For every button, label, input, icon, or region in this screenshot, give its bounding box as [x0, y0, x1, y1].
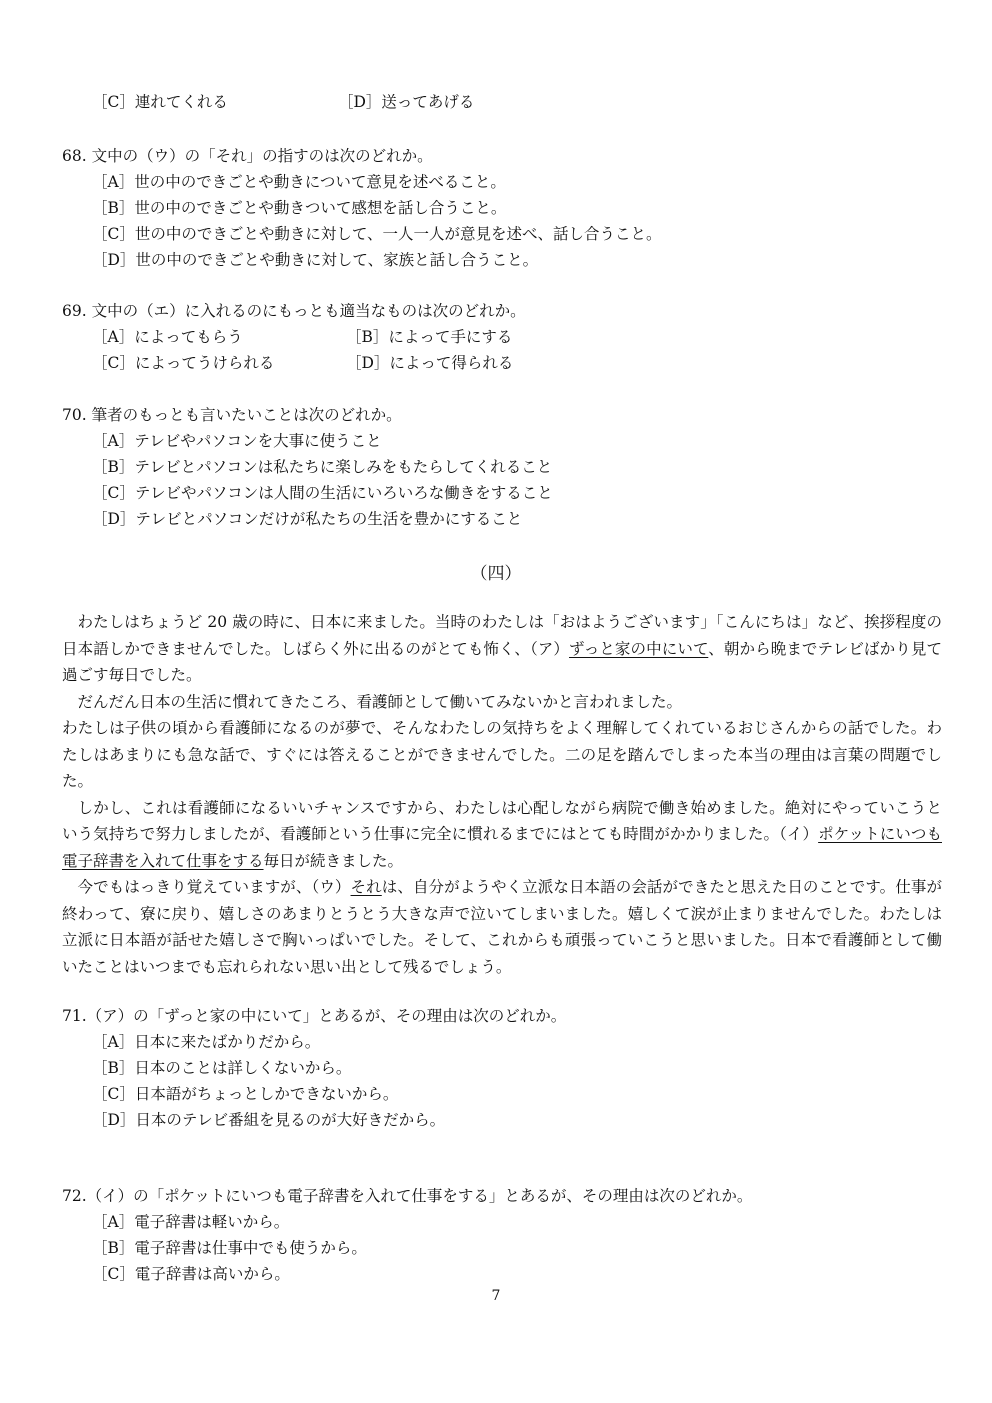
passage-paragraph-4	[62, 795, 942, 875]
option-c: ［C］連れてくれる	[92, 93, 228, 111]
question-69	[62, 298, 942, 376]
option-d: ［D］テレビとパソコンだけが私たちの生活を豊かにすること	[92, 510, 523, 528]
option-c: ［C］世の中のできごとや動きに対して、一人一人が意見を述べ、話し合うこと。	[92, 225, 662, 243]
option-c: ［C］日本語がちょっとしかできないから。	[92, 1085, 399, 1103]
section-title: （四）	[470, 564, 522, 584]
reading-passage	[62, 609, 942, 980]
passage-paragraph-3: わたしは子供の頃から看護師になるのが夢で、そんなわたしの気持ちをよく理解してくれているおじさんからの話でした。わたしはあまりにも急な話で、すぐには答えることができませんでした。二の足を踏んでしまった本当の理由は言葉の問題でした。	[62, 719, 942, 790]
text-segment: 毎日が続きました。	[263, 851, 404, 870]
option-b: ［B］日本のことは詳しくないから。	[92, 1059, 352, 1077]
question-stem: 69. 文中の（エ）に入れるのにもっとも適当なものは次のどれか。	[62, 302, 526, 320]
option-a: ［A］世の中のできごとや動きについて意見を述べること。	[92, 173, 506, 191]
option-c: ［C］電子辞書は高いから。	[92, 1265, 290, 1283]
passage-paragraph-1	[62, 609, 942, 689]
text-segment: は、自分がようやく立派な日本語の会話ができたと思えた日のことです。仕事が終わって、寮に戻り、嬉しさのあまりとうとう大きな声で泣いてしまいました。嬉しくて涙が止まりませんでした。わたしは立派に日本語が話せた嬉しさで胸いっぱいでした。そして、これからも頑張っていこうと思いました。日本で看護師として働いたことはいつまでも忘れられない思い出として残るでしょう。	[62, 878, 942, 976]
passage-paragraph-5	[62, 874, 942, 980]
option-d: ［D］世の中のできごとや動きに対して、家族と話し合うこと。	[92, 251, 539, 269]
option-a: ［A］日本に来たばかりだから。	[92, 1033, 321, 1051]
question-70	[62, 402, 942, 532]
option-a: ［A］によってもらう	[92, 328, 243, 346]
option-a: ［A］電子辞書は軽いから。	[92, 1213, 290, 1231]
option-d: ［D］日本のテレビ番組を見るのが大好きだから。	[92, 1111, 446, 1129]
passage-paragraph-2: だんだん日本の生活に慣れてきたころ、看護師として働いてみないかと言われました。	[77, 692, 683, 711]
option-a: ［A］テレビやパソコンを大事に使うこと	[92, 432, 382, 450]
question-stem: 72.（イ）の「ポケットにいつも電子辞書を入れて仕事をする」とあるが、その理由は次のどれか。	[62, 1187, 753, 1205]
option-c: ［C］によってうけられる	[92, 354, 275, 372]
option-c: ［C］テレビやパソコンは人間の生活にいろいろな働きをすること	[92, 484, 553, 502]
text-segment: しかし、これは看護師になるいいチャンスですから、わたしは心配しながら病院で働き始めました。絶対にやっていこうという気持ちで努力しましたが、看護師という仕事に完全に慣れるまでにはとても時間がかかりました。（イ）	[62, 798, 942, 843]
option-b: ［B］世の中のできごとや動きついて感想を話し合うこと。	[92, 199, 507, 217]
text-segment: 、朝から晩までテレビばかり見て過ごす毎日でした。	[62, 639, 942, 684]
question-stem: 71.（ア）の「ずっと家の中にいて」とあるが、その理由は次のどれか。	[62, 1007, 567, 1025]
underlined-phrase-a: ずっと家の中にいて	[569, 639, 709, 658]
text-segment: わたしはちょうど 20 歳の時に、日本に来ました。当時のわたしは「おはようございます」「こんにちは」など、挨拶程度の日本語しかできませんでした。しばらく外に出るのがとても怖く、（ア）	[62, 613, 942, 658]
underlined-phrase-i: ポケットにいつも電子辞書を入れて仕事をする	[62, 825, 942, 870]
page-number: 7	[491, 1288, 501, 1304]
question-71	[62, 1003, 942, 1133]
question-68	[62, 143, 942, 273]
question-stem: 70. 筆者のもっとも言いたいことは次のどれか。	[62, 406, 402, 424]
underlined-phrase-u: それ	[350, 878, 382, 896]
option-b: ［B］電子辞書は仕事中でも使うから。	[92, 1239, 367, 1257]
question-67-options	[62, 89, 942, 115]
option-d: ［D］送ってあげる	[338, 93, 475, 111]
question-stem: 68. 文中の（ウ）の「それ」の指すのは次のどれか。	[62, 147, 433, 165]
text-segment: 今でもはっきり覚えていますが、（ウ）	[77, 878, 351, 896]
option-b: ［B］によって手にする	[346, 328, 513, 346]
option-b: ［B］テレビとパソコンは私たちに楽しみをもたらしてくれること	[92, 458, 553, 476]
question-72	[62, 1183, 942, 1287]
option-d: ［D］によって得られる	[346, 354, 514, 372]
